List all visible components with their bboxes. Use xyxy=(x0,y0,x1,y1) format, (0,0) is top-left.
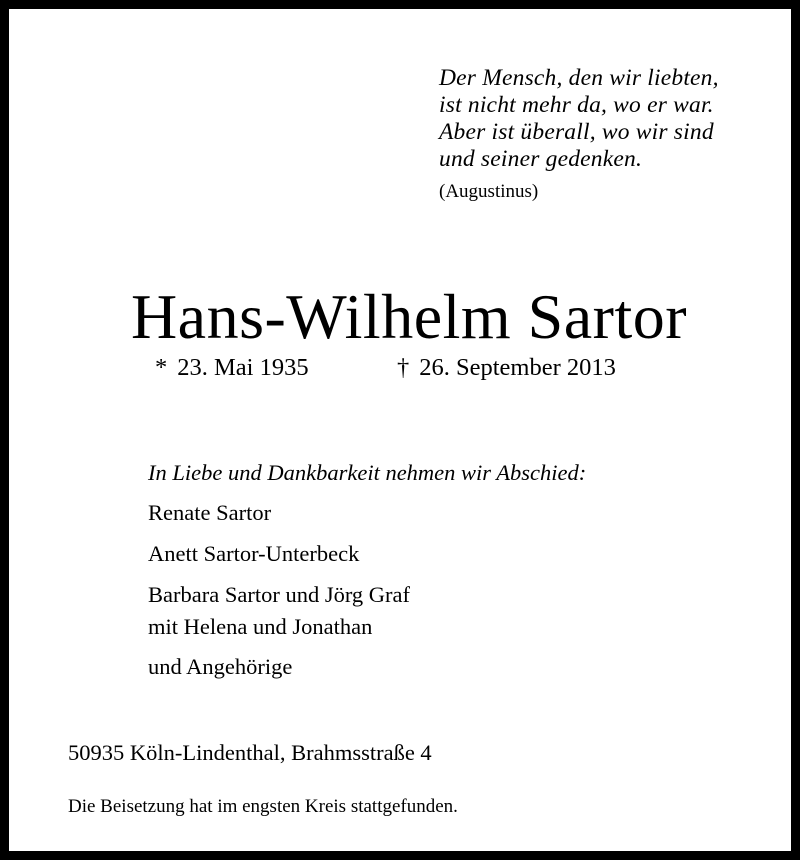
quote-line: Aber ist überall, wo wir sind xyxy=(439,119,714,145)
birth-date: 23. Mai 1935 xyxy=(177,354,309,381)
birth-symbol: * xyxy=(155,354,168,381)
quote-line: und seiner gedenken. xyxy=(439,146,643,172)
death-date: 26. September 2013 xyxy=(419,354,616,381)
burial-note: Die Beisetzung hat im engsten Kreis stattgefunden. xyxy=(68,796,458,817)
mourner-name: und Angehörige xyxy=(148,654,293,679)
death-date-line xyxy=(397,352,616,384)
mourner-name: Barbara Sartor und Jörg Graf xyxy=(148,582,411,607)
mourner-name: Anett Sartor-Unterbeck xyxy=(148,541,360,566)
quote-line: Der Mensch, den wir liebten, xyxy=(439,65,719,91)
mourning-address: 50935 Köln-Lindenthal, Brahmsstraße 4 xyxy=(68,740,432,765)
memorial-quote xyxy=(439,65,789,204)
farewell-intro: In Liebe und Dankbarkeit nehmen wir Abschied: xyxy=(148,460,587,485)
quote-source: (Augustinus) xyxy=(439,181,539,202)
deceased-name: Hans-Wilhelm Sartor xyxy=(130,281,688,352)
quote-line: ist nicht mehr da, wo er war. xyxy=(439,92,714,118)
mourners-block xyxy=(148,458,788,682)
death-symbol: † xyxy=(397,354,410,381)
mourner-name: mit Helena und Jonathan xyxy=(148,614,373,639)
mourner-name: Renate Sartor xyxy=(148,500,272,525)
birth-date-line xyxy=(155,352,309,384)
